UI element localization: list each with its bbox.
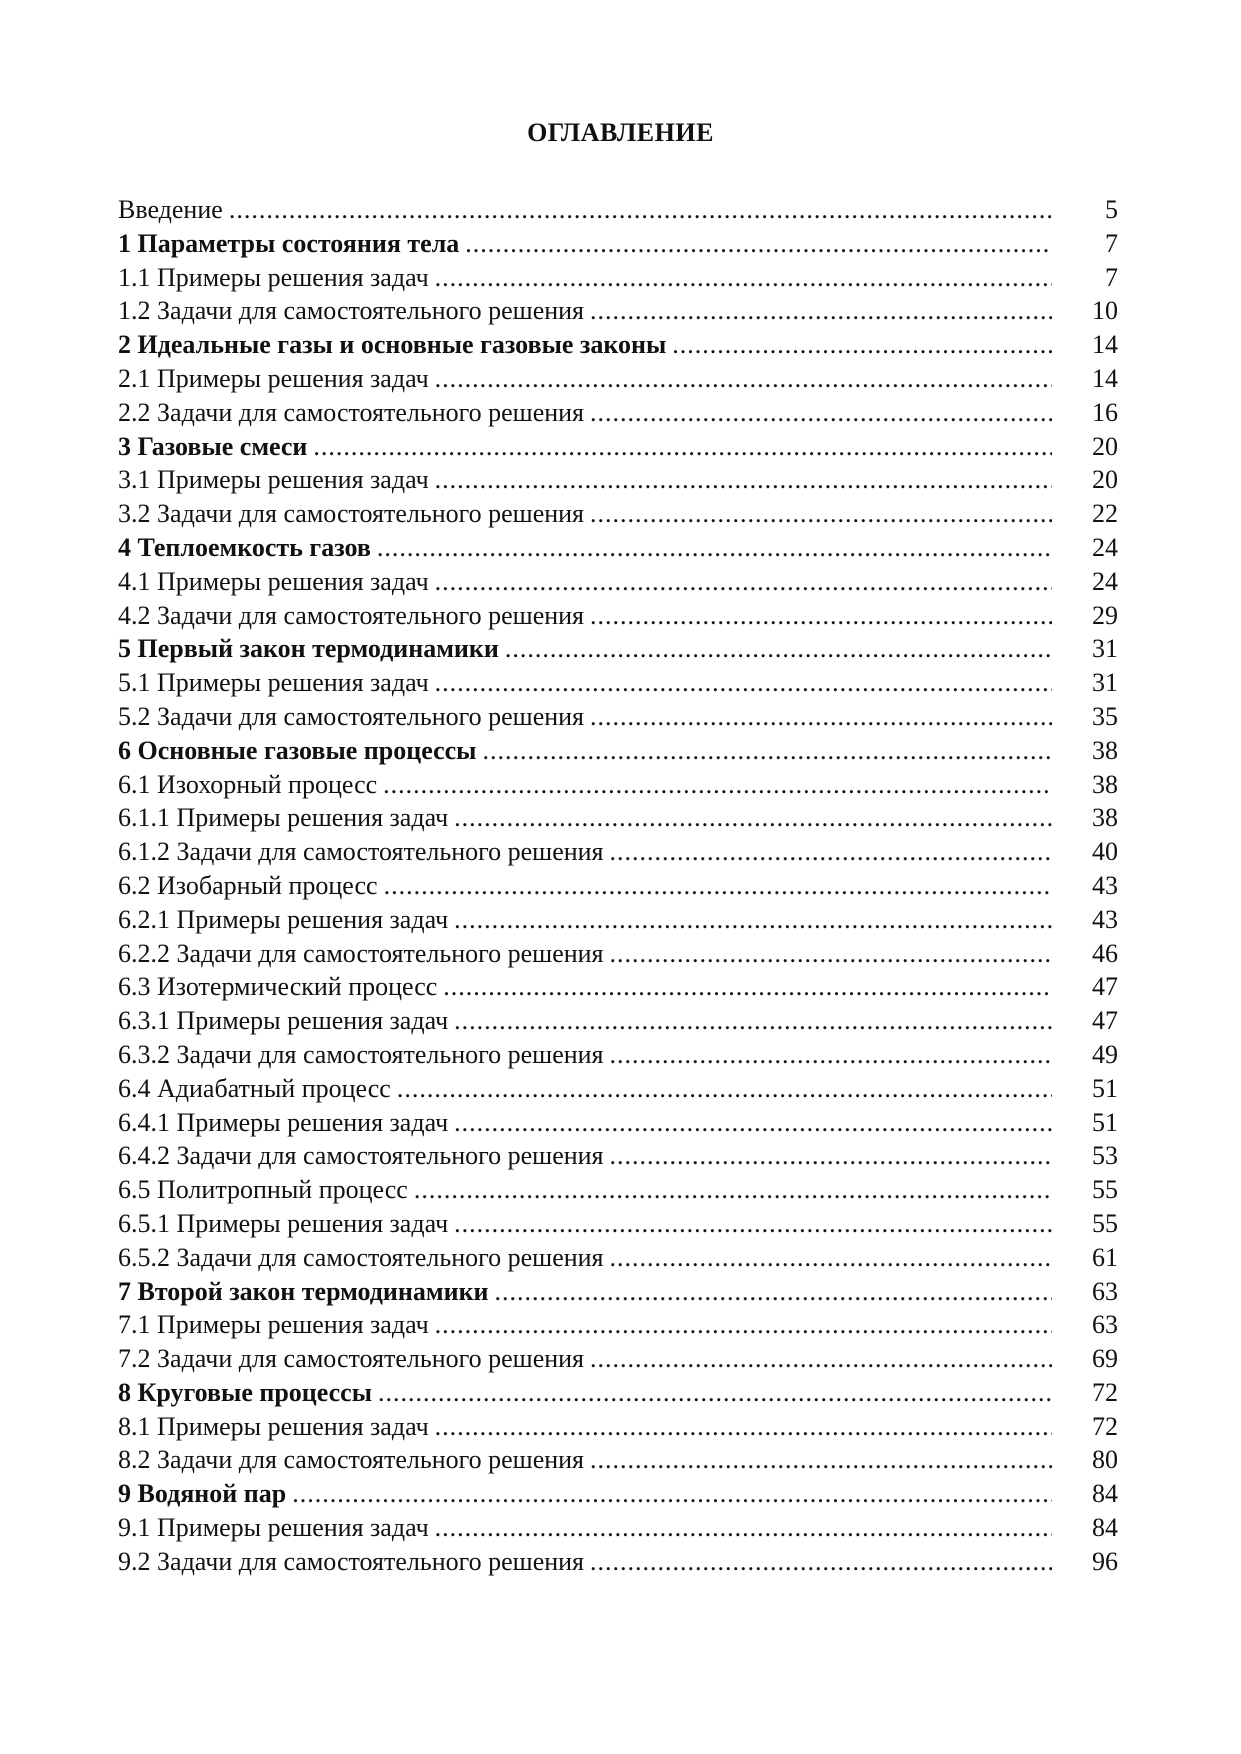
toc-entry-page-number: 16	[1092, 397, 1118, 427]
table-of-contents	[118, 193, 1118, 1579]
toc-entry-page-number: 43	[1092, 904, 1118, 934]
toc-entry-page-number: 29	[1092, 600, 1118, 630]
toc-dot-leader	[495, 1275, 1052, 1309]
toc-dot-leader	[590, 1443, 1052, 1477]
toc-entry[interactable]	[118, 1207, 1118, 1241]
toc-dot-leader	[435, 261, 1052, 295]
toc-dot-leader	[443, 970, 1052, 1004]
toc-dot-leader	[414, 1173, 1052, 1207]
toc-dot-leader	[590, 1545, 1052, 1579]
toc-entry-page-number: 72	[1092, 1411, 1118, 1441]
toc-entry[interactable]	[118, 1477, 1118, 1511]
toc-entry[interactable]	[118, 1308, 1118, 1342]
toc-dot-leader	[590, 396, 1052, 430]
toc-entry[interactable]	[118, 430, 1118, 464]
toc-entry[interactable]	[118, 193, 1118, 227]
toc-entry[interactable]	[118, 903, 1118, 937]
toc-dot-leader	[454, 1106, 1052, 1140]
toc-entry-page-number: 63	[1092, 1310, 1118, 1340]
toc-entry-label: 6.1.2 Задачи для самостоятельного решения	[118, 837, 604, 867]
toc-entry-page-number: 31	[1092, 668, 1118, 698]
toc-entry-label: 6.2.1 Примеры решения задач	[118, 904, 449, 934]
toc-entry-label: 7 Второй закон термодинамики	[118, 1276, 489, 1306]
toc-entry-label: 9 Водяной пар	[118, 1479, 287, 1509]
toc-entry-label: 2 Идеальные газы и основные газовые законы	[118, 330, 667, 360]
toc-entry[interactable]	[118, 531, 1118, 565]
toc-entry-page-number: 53	[1092, 1141, 1118, 1171]
toc-entry[interactable]	[118, 734, 1118, 768]
toc-entry-label: 6.5.2 Задачи для самостоятельного решения	[118, 1242, 604, 1272]
toc-entry-label: 2.2 Задачи для самостоятельного решения	[118, 397, 585, 427]
toc-dot-leader	[454, 801, 1052, 835]
toc-dot-leader	[454, 1207, 1052, 1241]
page-title: ОГЛАВЛЕНИЕ	[527, 118, 714, 147]
toc-entry-label: 1.2 Задачи для самостоятельного решения	[118, 296, 585, 326]
toc-dot-leader	[482, 734, 1052, 768]
toc-dot-leader	[590, 700, 1052, 734]
toc-entry-label: 7.1 Примеры решения задач	[118, 1310, 429, 1340]
toc-entry-label: 4.2 Задачи для самостоятельного решения	[118, 600, 585, 630]
toc-entry-page-number: 43	[1092, 870, 1118, 900]
toc-entry[interactable]	[118, 463, 1118, 497]
toc-dot-leader	[610, 835, 1052, 869]
toc-dot-leader	[454, 903, 1052, 937]
toc-entry-label: 8.1 Примеры решения задач	[118, 1411, 429, 1441]
toc-entry-label: 5 Первый закон термодинамики	[118, 634, 499, 664]
toc-dot-leader	[465, 227, 1052, 261]
toc-dot-leader	[454, 1004, 1052, 1038]
toc-entry[interactable]	[118, 328, 1118, 362]
toc-entry-page-number: 49	[1092, 1039, 1118, 1069]
toc-entry[interactable]	[118, 1275, 1118, 1309]
toc-dot-leader	[610, 1139, 1052, 1173]
toc-entry-label: 5.1 Примеры решения задач	[118, 668, 429, 698]
toc-entry-label: 1.1 Примеры решения задач	[118, 262, 429, 292]
toc-entry-page-number: 47	[1092, 972, 1118, 1002]
toc-entry-page-number: 61	[1092, 1242, 1118, 1272]
toc-entry-label: 8.2 Задачи для самостоятельного решения	[118, 1445, 585, 1475]
toc-entry-page-number: 38	[1092, 769, 1118, 799]
toc-entry[interactable]	[118, 1106, 1118, 1140]
toc-dot-leader	[384, 869, 1052, 903]
toc-entry-page-number: 14	[1092, 363, 1118, 393]
toc-entry-label: 6.1 Изохорный процесс	[118, 769, 378, 799]
toc-entry-label: 7.2 Задачи для самостоятельного решения	[118, 1344, 585, 1374]
toc-entry-label: 6.2 Изобарный процесс	[118, 870, 378, 900]
toc-entry[interactable]	[118, 1443, 1118, 1477]
toc-entry-page-number: 24	[1092, 566, 1118, 596]
toc-dot-leader	[610, 937, 1052, 971]
toc-dot-leader	[435, 666, 1052, 700]
toc-entry[interactable]	[118, 700, 1118, 734]
toc-entry-page-number: 51	[1092, 1107, 1118, 1137]
toc-dot-leader	[435, 1410, 1052, 1444]
toc-entry[interactable]	[118, 1004, 1118, 1038]
toc-entry-page-number: 69	[1092, 1344, 1118, 1374]
toc-entry-label: 4 Теплоемкость газов	[118, 532, 371, 562]
toc-dot-leader	[229, 193, 1052, 227]
toc-entry-page-number: 7	[1105, 228, 1118, 258]
toc-entry-label: 6.3.2 Задачи для самостоятельного решения	[118, 1039, 604, 1069]
toc-dot-leader	[378, 1376, 1052, 1410]
toc-entry-label: 6 Основные газовые процессы	[118, 735, 477, 765]
toc-entry-page-number: 24	[1092, 532, 1118, 562]
toc-entry[interactable]	[118, 1511, 1118, 1545]
toc-entry[interactable]	[118, 835, 1118, 869]
toc-entry[interactable]	[118, 970, 1118, 1004]
toc-entry-page-number: 35	[1092, 701, 1118, 731]
toc-dot-leader	[590, 599, 1052, 633]
toc-entry[interactable]	[118, 666, 1118, 700]
toc-dot-leader	[672, 328, 1052, 362]
toc-entry-label: 6.4.1 Примеры решения задач	[118, 1107, 449, 1137]
toc-entry[interactable]	[118, 396, 1118, 430]
toc-entry-page-number: 96	[1092, 1546, 1118, 1576]
toc-entry-label: 6.3 Изотермический процесс	[118, 972, 438, 1002]
toc-dot-leader	[383, 768, 1052, 802]
toc-entry[interactable]	[118, 937, 1118, 971]
toc-dot-leader	[435, 362, 1052, 396]
toc-dot-leader	[610, 1038, 1052, 1072]
toc-entry-page-number: 22	[1092, 499, 1118, 529]
toc-entry[interactable]	[118, 1342, 1118, 1376]
toc-dot-leader	[435, 1511, 1052, 1545]
toc-entry[interactable]	[118, 1173, 1118, 1207]
toc-entry-label: Введение	[118, 195, 223, 224]
toc-entry-page-number: 14	[1092, 330, 1118, 360]
toc-entry-page-number: 5	[1105, 195, 1118, 224]
toc-entry-page-number: 38	[1092, 803, 1118, 833]
toc-entry-page-number: 46	[1092, 938, 1118, 968]
toc-entry-page-number: 55	[1092, 1175, 1118, 1205]
toc-entry[interactable]	[118, 632, 1118, 666]
toc-dot-leader	[435, 463, 1052, 497]
toc-entry-page-number: 40	[1092, 837, 1118, 867]
toc-entry-page-number: 80	[1092, 1445, 1118, 1475]
toc-dot-leader	[590, 1342, 1052, 1376]
toc-entry-page-number: 63	[1092, 1276, 1118, 1306]
toc-entry-label: 6.2.2 Задачи для самостоятельного решения	[118, 938, 604, 968]
toc-entry-page-number: 31	[1092, 634, 1118, 664]
toc-dot-leader	[397, 1072, 1052, 1106]
toc-entry[interactable]	[118, 1545, 1118, 1579]
toc-entry-label: 6.4.2 Задачи для самостоятельного решения	[118, 1141, 604, 1171]
toc-dot-leader	[590, 497, 1052, 531]
toc-entry-label: 4.1 Примеры решения задач	[118, 566, 429, 596]
toc-entry[interactable]	[118, 869, 1118, 903]
toc-entry[interactable]	[118, 1376, 1118, 1410]
toc-entry[interactable]	[118, 227, 1118, 261]
toc-entry[interactable]	[118, 1410, 1118, 1444]
toc-entry-label: 6.5 Политропный процесс	[118, 1175, 408, 1205]
toc-entry[interactable]	[118, 362, 1118, 396]
toc-entry[interactable]	[118, 1038, 1118, 1072]
toc-entry-label: 1 Параметры состояния тела	[118, 228, 460, 258]
toc-entry-label: 6.1.1 Примеры решения задач	[118, 803, 449, 833]
toc-dot-leader	[313, 430, 1052, 464]
toc-entry-label: 3.1 Примеры решения задач	[118, 465, 429, 495]
toc-entry-page-number: 55	[1092, 1208, 1118, 1238]
toc-entry-label: 6.4 Адиабатный процесс	[118, 1073, 391, 1103]
toc-entry-label: 8 Круговые процессы	[118, 1377, 373, 1407]
toc-entry[interactable]	[118, 1072, 1118, 1106]
toc-entry-label: 2.1 Примеры решения задач	[118, 363, 429, 393]
toc-entry-label: 9.1 Примеры решения задач	[118, 1513, 429, 1543]
toc-entry-page-number: 7	[1105, 262, 1118, 292]
toc-dot-leader	[435, 565, 1052, 599]
toc-dot-leader	[292, 1477, 1052, 1511]
toc-entry-page-number: 10	[1092, 296, 1118, 326]
toc-entry[interactable]	[118, 599, 1118, 633]
toc-dot-leader	[610, 1241, 1052, 1275]
toc-dot-leader	[590, 294, 1052, 328]
toc-entry-page-number: 84	[1092, 1479, 1118, 1509]
toc-entry[interactable]	[118, 801, 1118, 835]
toc-dot-leader	[505, 632, 1052, 666]
toc-entry-label: 9.2 Задачи для самостоятельного решения	[118, 1546, 585, 1576]
toc-entry[interactable]	[118, 1241, 1118, 1275]
toc-entry[interactable]	[118, 768, 1118, 802]
toc-dot-leader	[377, 531, 1052, 565]
toc-entry[interactable]	[118, 261, 1118, 295]
toc-entry-page-number: 47	[1092, 1006, 1118, 1036]
toc-entry-label: 6.5.1 Примеры решения задач	[118, 1208, 449, 1238]
toc-entry-page-number: 20	[1092, 431, 1118, 461]
toc-entry-page-number: 38	[1092, 735, 1118, 765]
toc-entry-page-number: 84	[1092, 1513, 1118, 1543]
toc-entry-label: 3 Газовые смеси	[118, 431, 308, 461]
toc-entry[interactable]	[118, 294, 1118, 328]
toc-entry-label: 6.3.1 Примеры решения задач	[118, 1006, 449, 1036]
toc-entry[interactable]	[118, 497, 1118, 531]
toc-entry-page-number: 72	[1092, 1377, 1118, 1407]
toc-entry[interactable]	[118, 565, 1118, 599]
toc-entry-label: 3.2 Задачи для самостоятельного решения	[118, 499, 585, 529]
toc-entry-page-number: 51	[1092, 1073, 1118, 1103]
toc-entry-label: 5.2 Задачи для самостоятельного решения	[118, 701, 585, 731]
toc-dot-leader	[435, 1308, 1052, 1342]
toc-entry[interactable]	[118, 1139, 1118, 1173]
toc-entry-page-number: 20	[1092, 465, 1118, 495]
